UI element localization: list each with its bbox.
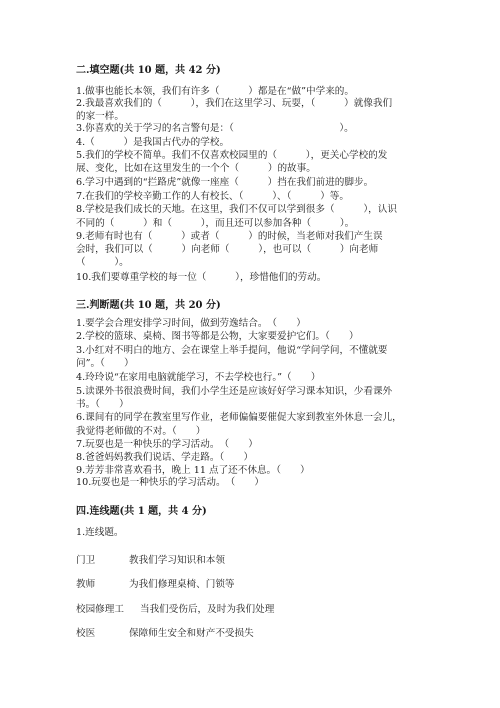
fill-question-line: 8.学校是我们成长的天地。在这里，我们不仅可以学到很多（ ），认识 (76, 204, 397, 215)
judge-question-line: 3.小红对不明白的地方、会在课堂上举手提问，他说“学问学问，不懂就要 (76, 345, 388, 356)
matching-right-item[interactable]: 为我们修理桌椅、门锁等 (129, 579, 235, 590)
fill-question-line: 2.我最喜欢我们的（ ），我们在这里学习、玩耍，（ ）就像我们 (76, 98, 393, 109)
fill-question-line: 7.在我们的学校辛勤工作的人有校长、（ ）、（ ）等。 (76, 191, 349, 202)
section-3-title: 三.判断题(共 10 题，共 20 分) (76, 300, 221, 311)
fill-question-line: 的家一样。 (76, 111, 124, 122)
judge-question-line: 问”。（ ） (76, 358, 134, 369)
section-4-title: 四.连线题(共 1 题，共 4 分) (76, 506, 207, 517)
judge-question-line: 7.玩耍也是一种快乐的学习活动。 （ ） (76, 439, 258, 450)
judge-question-line: 2.学校的篮球、桌椅、图书等都是公物，大家要爱护它们。（ ） (76, 331, 359, 342)
matching-right-item[interactable]: 当我们受伤后，及时为我们处理 (140, 604, 275, 615)
fill-question-line: 10.我们要尊重学校的每一位（ ），珍惜他们的劳动。 (76, 272, 327, 283)
matching-left-item[interactable]: 门卫 (76, 555, 96, 566)
judge-question-line: 我觉得老师做的不对。（ ） (76, 426, 206, 437)
judge-question-line: 5.读课外书很浪费时间，我们小学生还是应该好好学习课本知识，少看课外 (76, 386, 393, 397)
judge-question-line: 9.芳芳非常喜欢看书，晚上 11 点了还不休息。（ ） (76, 465, 310, 476)
judge-question-line: 1.要学会合理安排学习时间，做到劳逸结合。 （ ） (76, 318, 306, 329)
fill-question-line: （ ）。 (76, 257, 129, 268)
judge-question-line: 6.课间有的同学在教室里写作业，老师偏偏要催促大家到教室外休息一会儿， (76, 412, 402, 423)
fill-question-line: 9.老师有时也有（ ）或者（ ）的时候，当老师对我们产生误 (76, 231, 383, 242)
matching-intro: 1.连线题。 (76, 527, 124, 538)
fill-question-line: 会时，我们可以（ ）向老师（ ），也可以（ ）向老师 (76, 244, 379, 255)
fill-question-line: 4.（ ）是我国古代办的学校。 (76, 137, 230, 148)
judge-question-line: 书。（ ） (76, 399, 129, 410)
fill-question-line: 展、变化，比如在这里发生的一个个（ ）的故事。 (76, 163, 316, 174)
judge-question-line: 4.玲玲说“在家用电脑就能学习，不去学校也行。”（ ） (76, 372, 321, 383)
fill-question-line: 6.学习中遇到的“拦路虎”就像一座座（ ）挡在我们前进的脚步。 (76, 177, 374, 188)
fill-question-line: 3.你喜欢的关于学习的名言警句是：（ ）。 (76, 123, 354, 134)
judge-question-line: 8.爸爸妈妈教我们说话、学走路。（ ） (76, 452, 254, 463)
fill-question-line: 1.做事也能长本领，我们有许多（ ）都是在“做”中学来的。 (76, 86, 354, 97)
section-2-title: 二.填空题(共 10 题，共 42 分) (76, 65, 221, 76)
judge-question-line: 10.玩耍也是一种快乐的学习活动。 （ ） (76, 477, 264, 488)
fill-question-line: 不同的（ ）和（ ），而且还可以参加各种（ ）。 (76, 218, 355, 229)
matching-right-item[interactable]: 教我们学习知识和本领 (129, 555, 225, 566)
fill-question-line: 5.我们的学校不简单。我们不仅喜欢校园里的（ ），更关心学校的发 (76, 150, 388, 161)
matching-left-item[interactable]: 教师 (76, 579, 96, 590)
matching-right-item[interactable]: 保障师生安全和财产不受损失 (129, 628, 254, 639)
matching-left-item[interactable]: 校医 (76, 628, 96, 639)
matching-left-item[interactable]: 校园修理工 (76, 604, 124, 615)
